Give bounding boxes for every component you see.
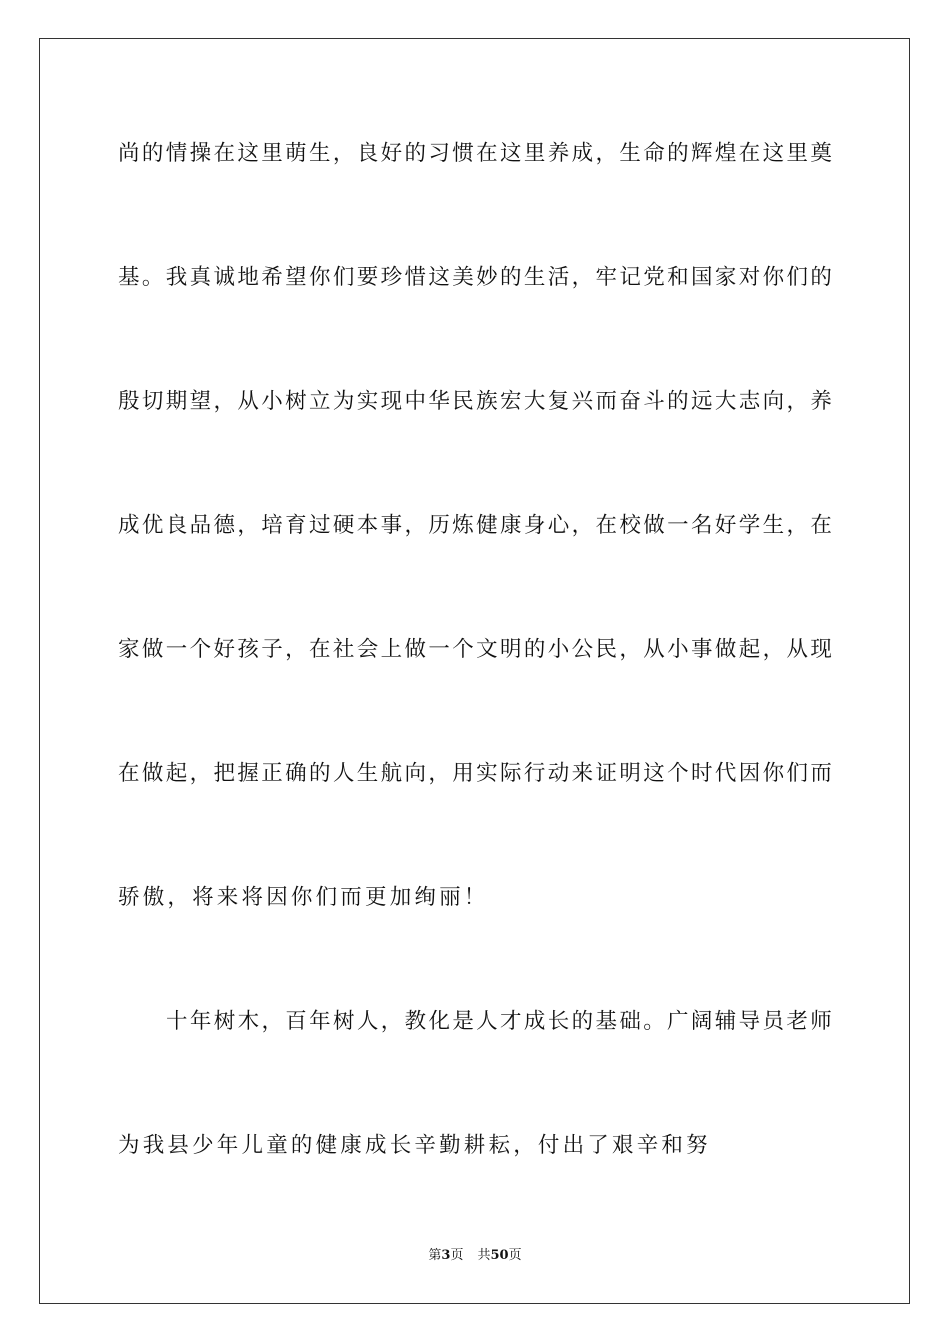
total-suffix: 页	[508, 1248, 522, 1263]
text-line-1: 尚 的 情 操 在 这 里 萌 生 ， 良 好 的 习 惯 在 这 里 养 成 ， 生 命 的 辉 煌 在 这 里 奠	[118, 141, 832, 166]
page-footer	[0, 1246, 950, 1266]
text-line-5: 家 做 一 个 好 孩 子 ， 在 社 会 上 做 一 个 文 明 的 小 公 民 ， 从 小 事 做 起 ， 从 现	[118, 637, 832, 662]
text-line-3: 殷 切 期 望 ， 从 小 树 立 为 实 现 中 华 民 族 宏 大 复 兴 而 奋 斗 的 远 大 志 向 ， 养	[118, 389, 832, 414]
text-line-9: 为我县少年儿童的健康成长辛勤耕耘，付出了艰辛和努	[118, 1133, 711, 1158]
document-body	[118, 126, 832, 1242]
page-suffix: 页	[450, 1248, 464, 1263]
text-line-4: 成 优 良 品 德 ， 培 育 过 硬 本 事 ， 历 炼 健 康 身 心 ， 在 校 做 一 名 好 学 生 ， 在	[118, 513, 832, 538]
text-line-7: 骄傲，将来将因你们而更加绚丽！	[118, 885, 489, 910]
total-prefix: 共	[477, 1248, 491, 1263]
page-number: 3	[441, 1248, 451, 1263]
text-line-2: 基 。 我 真 诚 地 希 望 你 们 要 珍 惜 这 美 妙 的 生 活 ， 牢 记 党 和 国 家 对 你 们 的	[118, 265, 832, 290]
page-prefix: 第	[428, 1248, 442, 1263]
text-line-8: 十 年 树 木 ， 百 年 树 人 ， 教 化 是 人 才 成 长 的 基 础 。 广 阔 辅 导 员 老 师	[166, 1009, 832, 1034]
text-line-6: 在 做 起 ， 把 握 正 确 的 人 生 航 向 ， 用 实 际 行 动 来 证 明 这 个 时 代 因 你 们 而	[118, 761, 832, 786]
total-pages: 50	[490, 1248, 509, 1263]
